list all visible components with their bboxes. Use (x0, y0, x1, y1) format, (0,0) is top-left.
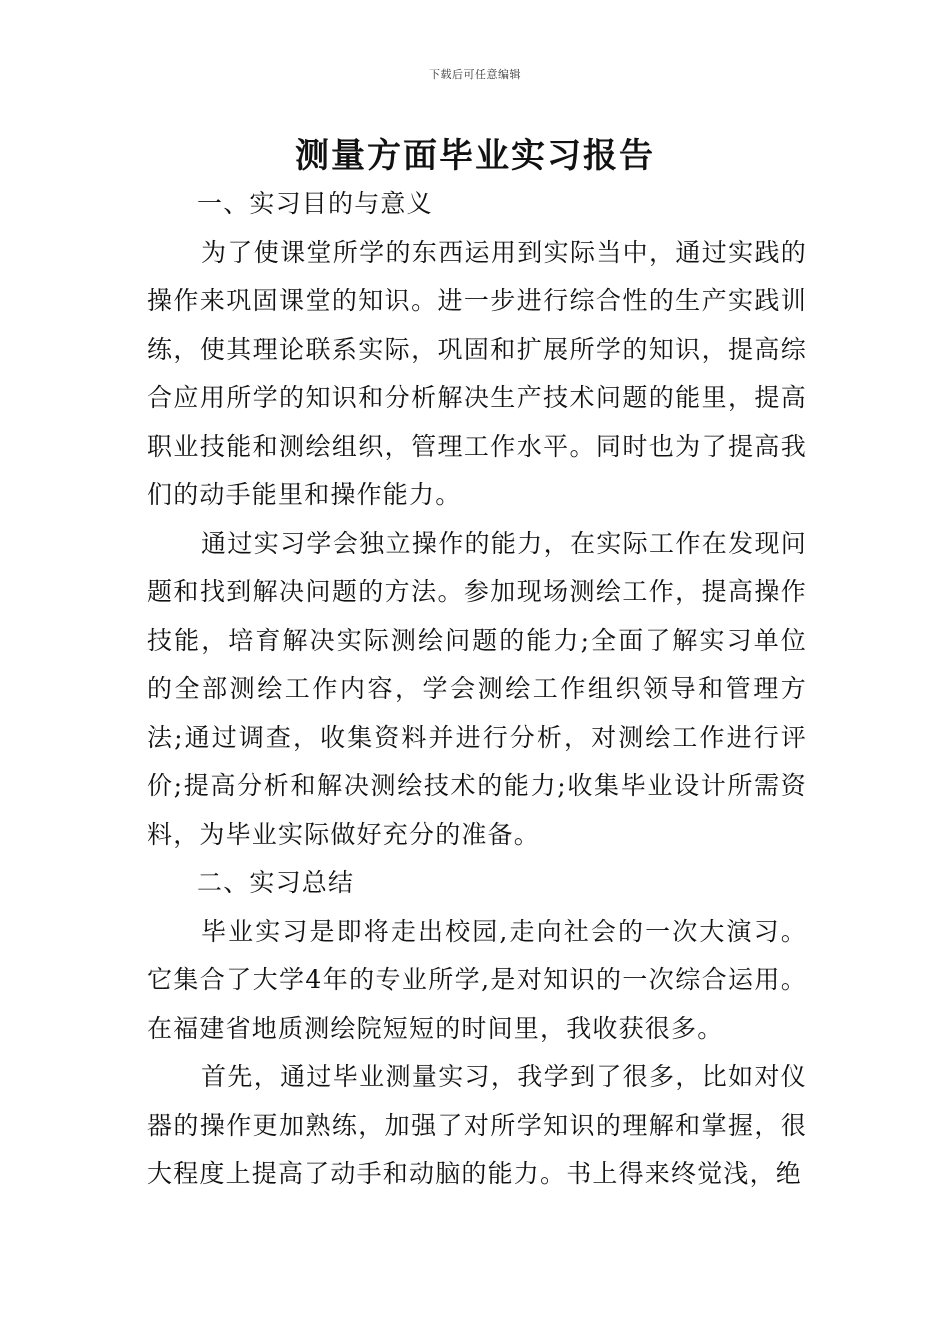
paragraph: 为了使课堂所学的东西运用到实际当中，通过实践的操作来巩固课堂的知识。进一步进行综合性的生产实践训练，使其理论联系实际，巩固和扩展所学的知识，提高综合应用所学的知识和分析解决生产技术问题的能里，提高职业技能和测绘组织，管理工作水平。同时也为了提高我们的动手能里和操作能力。 (147, 237, 807, 509)
document-body (147, 180, 807, 1199)
document-title: 测量方面毕业实习报告 (295, 136, 655, 176)
section-heading: 一、实习目的与意义 (197, 189, 433, 218)
paragraph: 首先，通过毕业测量实习，我学到了很多，比如对仪器的操作更加熟练，加强了对所学知识的理解和掌握，很大程度上提高了动手和动脑的能力。书上得来终觉浅，绝 (147, 1062, 807, 1188)
paragraph: 毕业实习是即将走出校园,走向社会的一次大演习。它集合了大学4年的专业所学,是对知识的一次综合运用。在福建省地质测绘院短短的时间里，我收获很多。 (147, 916, 807, 1043)
paragraph: 通过实习学会独立操作的能力，在实际工作在发现问题和找到解决问题的方法。参加现场测绘工作，提高操作技能，培育解决实际测绘问题的能力;全面了解实习单位的全部测绘工作内容，学会测绘工作组织领导和管理方法;通过调查，收集资料并进行分析，对测绘工作进行评价;提高分析和解决测绘技术的能力;收集毕业设计所需资料，为毕业实际做好充分的准备。 (147, 528, 807, 849)
section-heading: 二、实习总结 (197, 868, 355, 897)
header-note: 下载后可任意编辑 (429, 68, 521, 81)
